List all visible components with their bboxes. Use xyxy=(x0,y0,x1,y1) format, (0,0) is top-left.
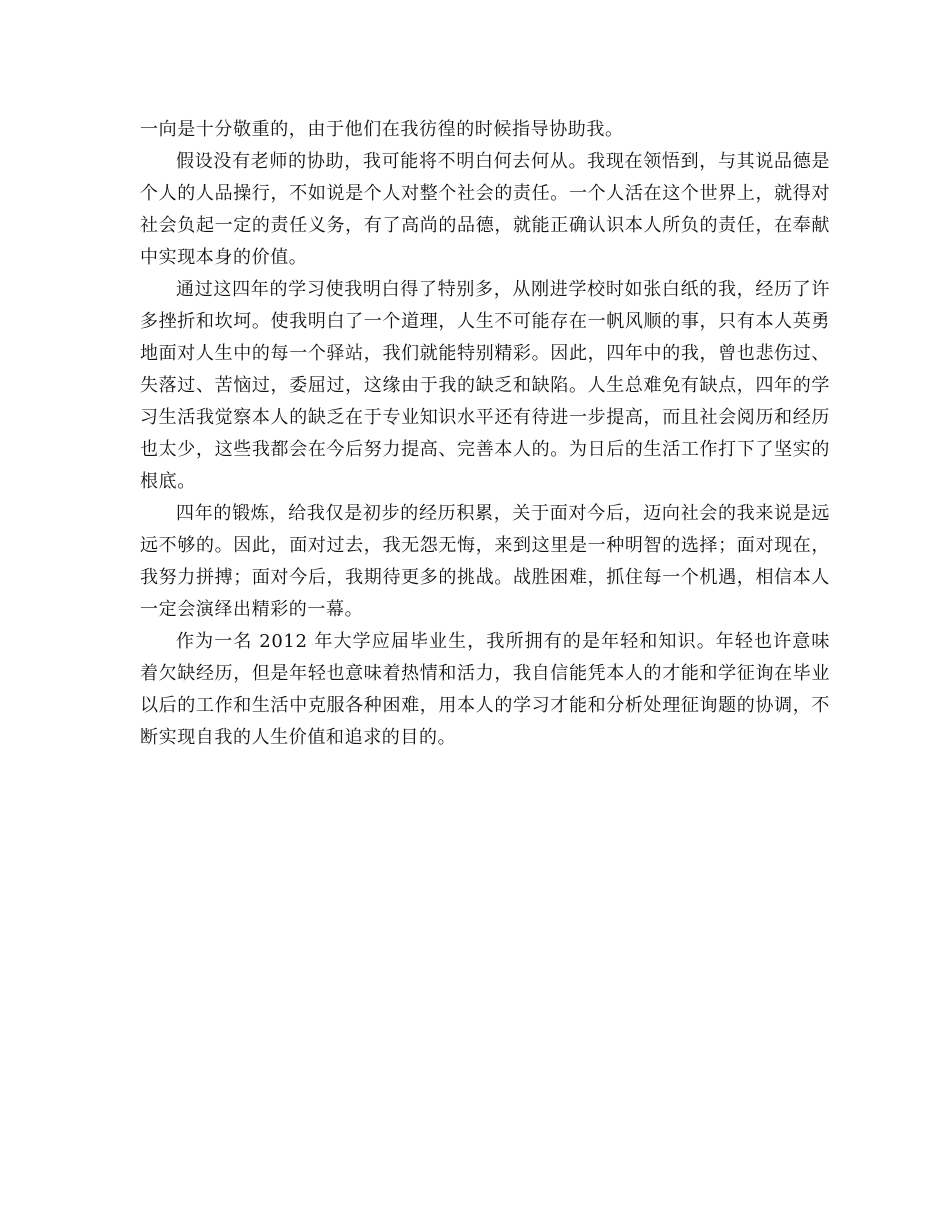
paragraph-four-years-study: 通过这四年的学习使我明白得了特别多，从刚进学校时如张白纸的我，经历了许多挫折和坎坷。使我明白了一个道理，人生不可能存在一帆风顺的事，只有本人英勇地面对人生中的每一个驿站，我们就能特别精彩。因此，四年中的我，曾也悲伤过、失落过、苦恼过，委屈过，这缘由于我的缺乏和缺陷。人生总难免有缺点，四年的学习生活我觉察本人的缺乏在于专业知识水平还有待进一步提高，而且社会阅历和经历也太少，这些我都会在今后努力提高、完善本人的。为日后的生活工作打下了坚实的根底。 xyxy=(140,279,830,492)
paragraph-teacher-help: 假设没有老师的协助，我可能将不明白何去何从。我现在领悟到，与其说品德是个人的人品操行，不如说是个人对整个社会的责任。一个人活在这个世界上，就得对社会负起一定的责任义务，有了高尚的品德，就能正确认识本人所负的责任，在奉献中实现本身的价值。 xyxy=(140,151,830,268)
paragraph-training: 四年的锻炼，给我仅是初步的经历积累，关于面对今后，迈向社会的我来说是远远不够的。因此，面对过去，我无怨无悔，来到这里是一种明智的选择；面对现在，我努力拼搏；面对今后，我期待更多的挑战。战胜困难，抓住每一个机遇，相信本人一定会演绎出精彩的一幕。 xyxy=(140,503,830,620)
document-body xyxy=(140,114,830,754)
paragraph-continuation: 一向是十分敬重的，由于他们在我彷徨的时候指导协助我。 xyxy=(140,119,624,140)
paragraph-graduate: 作为一名 2012 年大学应届毕业生，我所拥有的是年轻和知识。年轻也许意味着欠缺经历，但是年轻也意味着热情和活力，我自信能凭本人的才能和学征询在毕业以后的工作和生活中克服各种困难，用本人的学习才能和分析处理征询题的协调，不断实现自我的人生价值和追求的目的。 xyxy=(140,631,830,748)
